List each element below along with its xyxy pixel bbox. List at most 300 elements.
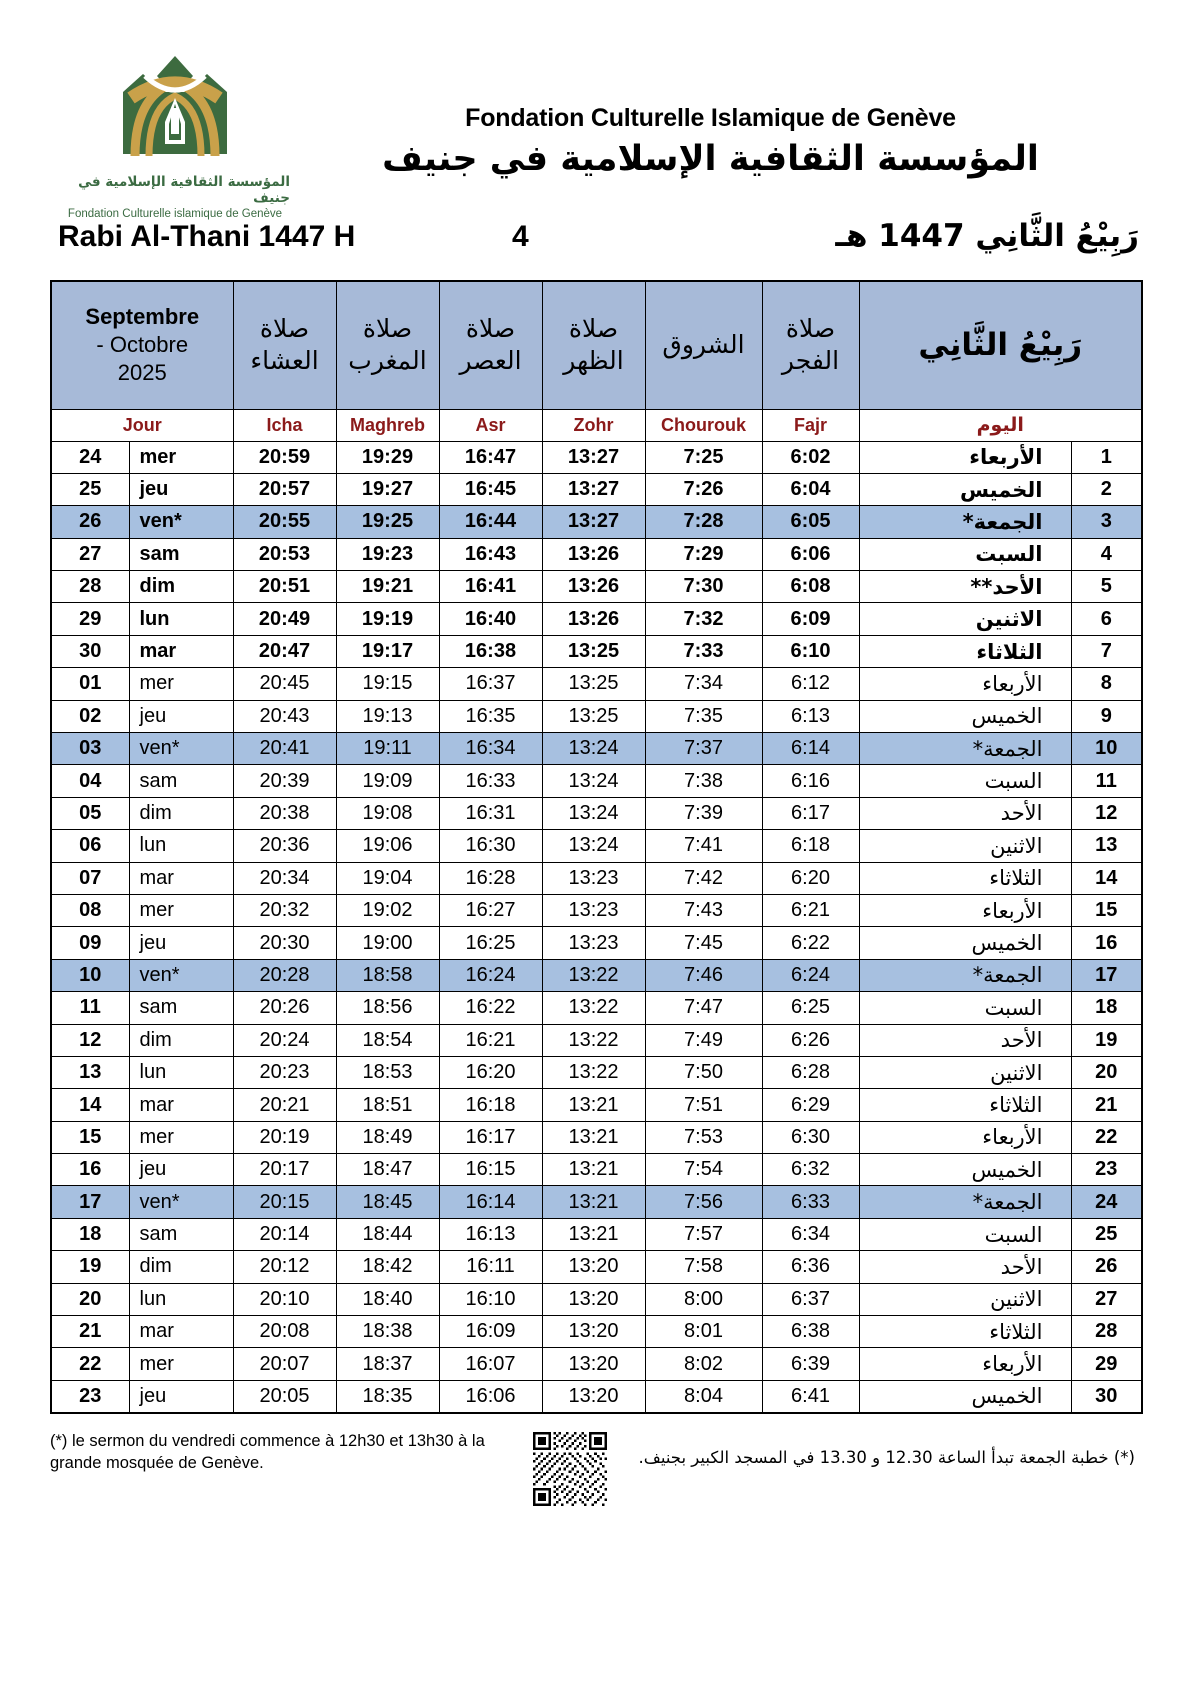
header-asr: Asr: [439, 409, 542, 441]
header-hijri-month-arabic: رَبِيْعُ الثَّانِي: [859, 281, 1142, 409]
cell-chourouk: 8:01: [645, 1316, 762, 1348]
cell-chourouk: 7:35: [645, 700, 762, 732]
cell-hnum: 29: [1071, 1348, 1142, 1380]
cell-icha: 20:12: [233, 1251, 336, 1283]
cell-zohr: 13:24: [542, 733, 645, 765]
cell-asr: 16:09: [439, 1316, 542, 1348]
cell-icha: 20:24: [233, 1024, 336, 1056]
cell-maghreb: 18:49: [336, 1121, 439, 1153]
cell-fajr: 6:33: [762, 1186, 859, 1218]
cell-greg: 18: [51, 1218, 129, 1250]
cell-fajr: 6:25: [762, 992, 859, 1024]
cell-fajr: 6:18: [762, 830, 859, 862]
cell-maghreb: 19:00: [336, 927, 439, 959]
cell-chourouk: 7:49: [645, 1024, 762, 1056]
logo-caption-french: Fondation Culturelle islamique de Genève: [67, 208, 283, 220]
header-icha: Icha: [233, 409, 336, 441]
header-icha-arabic: صلاة العشاء: [233, 281, 336, 409]
cell-asr: 16:31: [439, 797, 542, 829]
cell-maghreb: 19:25: [336, 506, 439, 538]
cell-jour: mar: [129, 635, 233, 667]
cell-icha: 20:51: [233, 571, 336, 603]
header-year: 2025: [117, 360, 167, 386]
cell-jour: sam: [129, 538, 233, 570]
cell-hnum: 28: [1071, 1316, 1142, 1348]
cell-jour: jeu: [129, 473, 233, 505]
cell-ar_day: الأحد: [859, 1024, 1071, 1056]
cell-hnum: 7: [1071, 635, 1142, 667]
cell-hnum: 23: [1071, 1154, 1142, 1186]
cell-icha: 20:55: [233, 506, 336, 538]
cell-zohr: 13:23: [542, 927, 645, 959]
cell-maghreb: 18:47: [336, 1154, 439, 1186]
cell-zohr: 13:20: [542, 1283, 645, 1315]
cell-maghreb: 19:23: [336, 538, 439, 570]
table-row: [51, 1056, 1142, 1088]
cell-zohr: 13:25: [542, 668, 645, 700]
cell-hnum: 19: [1071, 1024, 1142, 1056]
cell-hnum: 26: [1071, 1251, 1142, 1283]
title-block: [290, 52, 1131, 179]
cell-fajr: 6:02: [762, 441, 859, 473]
cell-greg: 01: [51, 668, 129, 700]
table-row: [51, 733, 1142, 765]
cell-chourouk: 7:41: [645, 830, 762, 862]
cell-chourouk: 7:32: [645, 603, 762, 635]
table-row: [51, 506, 1142, 538]
cell-ar_day: الأحد: [859, 797, 1071, 829]
cell-ar_day: الجمعة*: [859, 959, 1071, 991]
cell-chourouk: 7:34: [645, 668, 762, 700]
cell-asr: 16:17: [439, 1121, 542, 1153]
qr-code-wrapper: [520, 1430, 620, 1506]
cell-jour: jeu: [129, 927, 233, 959]
cell-zohr: 13:20: [542, 1380, 645, 1412]
cell-fajr: 6:29: [762, 1089, 859, 1121]
cell-asr: 16:47: [439, 441, 542, 473]
cell-jour: mar: [129, 1089, 233, 1121]
cell-maghreb: 18:42: [336, 1251, 439, 1283]
cell-icha: 20:39: [233, 765, 336, 797]
cell-chourouk: 7:46: [645, 959, 762, 991]
table-row: [51, 797, 1142, 829]
header-maghreb: Maghreb: [336, 409, 439, 441]
cell-greg: 19: [51, 1251, 129, 1283]
cell-jour: ven*: [129, 506, 233, 538]
hijri-month-arabic: رَبِيْعُ الثَّانِي 1447 هـ: [835, 218, 1139, 254]
cell-maghreb: 18:35: [336, 1380, 439, 1412]
header-month-october: - Octobre: [96, 332, 189, 358]
cell-asr: 16:38: [439, 635, 542, 667]
table-row: [51, 830, 1142, 862]
cell-asr: 16:35: [439, 700, 542, 732]
cell-maghreb: 18:54: [336, 1024, 439, 1056]
cell-zohr: 13:22: [542, 992, 645, 1024]
cell-greg: 09: [51, 927, 129, 959]
cell-jour: mer: [129, 668, 233, 700]
cell-maghreb: 18:37: [336, 1348, 439, 1380]
cell-fajr: 6:08: [762, 571, 859, 603]
cell-ar_day: الخميس: [859, 473, 1071, 505]
cell-icha: 20:53: [233, 538, 336, 570]
cell-maghreb: 19:02: [336, 894, 439, 926]
cell-asr: 16:10: [439, 1283, 542, 1315]
cell-fajr: 6:37: [762, 1283, 859, 1315]
cell-icha: 20:43: [233, 700, 336, 732]
cell-zohr: 13:26: [542, 571, 645, 603]
cell-asr: 16:34: [439, 733, 542, 765]
cell-chourouk: 7:54: [645, 1154, 762, 1186]
table-row: [51, 927, 1142, 959]
table-row: [51, 1218, 1142, 1250]
cell-chourouk: 7:58: [645, 1251, 762, 1283]
cell-zohr: 13:26: [542, 603, 645, 635]
cell-maghreb: 19:04: [336, 862, 439, 894]
cell-maghreb: 19:09: [336, 765, 439, 797]
cell-asr: 16:11: [439, 1251, 542, 1283]
table-row: [51, 1348, 1142, 1380]
cell-jour: lun: [129, 1056, 233, 1088]
cell-fajr: 6:30: [762, 1121, 859, 1153]
cell-jour: sam: [129, 1218, 233, 1250]
cell-zohr: 13:24: [542, 797, 645, 829]
cell-maghreb: 19:11: [336, 733, 439, 765]
cell-hnum: 22: [1071, 1121, 1142, 1153]
cell-greg: 07: [51, 862, 129, 894]
cell-ar_day: الأربعاء: [859, 894, 1071, 926]
cell-icha: 20:59: [233, 441, 336, 473]
cell-zohr: 13:24: [542, 830, 645, 862]
cell-greg: 08: [51, 894, 129, 926]
cell-hnum: 6: [1071, 603, 1142, 635]
cell-fajr: 6:32: [762, 1154, 859, 1186]
cell-hnum: 18: [1071, 992, 1142, 1024]
table-row: [51, 473, 1142, 505]
table-row: [51, 635, 1142, 667]
cell-chourouk: 7:37: [645, 733, 762, 765]
cell-hnum: 3: [1071, 506, 1142, 538]
cell-hnum: 20: [1071, 1056, 1142, 1088]
cell-icha: 20:28: [233, 959, 336, 991]
cell-zohr: 13:20: [542, 1348, 645, 1380]
cell-hnum: 4: [1071, 538, 1142, 570]
cell-hnum: 16: [1071, 927, 1142, 959]
cell-fajr: 6:09: [762, 603, 859, 635]
cell-fajr: 6:21: [762, 894, 859, 926]
cell-greg: 03: [51, 733, 129, 765]
header-zohr: Zohr: [542, 409, 645, 441]
cell-hnum: 14: [1071, 862, 1142, 894]
cell-maghreb: 19:17: [336, 635, 439, 667]
cell-chourouk: 7:28: [645, 506, 762, 538]
cell-hnum: 2: [1071, 473, 1142, 505]
table-row: [51, 668, 1142, 700]
cell-ar_day: الأربعاء: [859, 1348, 1071, 1380]
cell-greg: 13: [51, 1056, 129, 1088]
cell-greg: 27: [51, 538, 129, 570]
cell-jour: dim: [129, 1024, 233, 1056]
cell-icha: 20:47: [233, 635, 336, 667]
cell-jour: mar: [129, 1316, 233, 1348]
table-row: [51, 1024, 1142, 1056]
cell-jour: mer: [129, 1121, 233, 1153]
table-body: [51, 441, 1142, 1413]
cell-greg: 02: [51, 700, 129, 732]
organization-title-french: Fondation Culturelle Islamique de Genève: [465, 104, 956, 132]
cell-maghreb: 18:56: [336, 992, 439, 1024]
cell-hnum: 9: [1071, 700, 1142, 732]
cell-asr: 16:40: [439, 603, 542, 635]
prayer-table-container: [0, 280, 1191, 1414]
cell-icha: 20:49: [233, 603, 336, 635]
cell-jour: ven*: [129, 733, 233, 765]
cell-greg: 21: [51, 1316, 129, 1348]
cell-asr: 16:22: [439, 992, 542, 1024]
table-row: [51, 603, 1142, 635]
cell-ar_day: الأحد: [859, 1251, 1071, 1283]
cell-chourouk: 7:42: [645, 862, 762, 894]
cell-icha: 20:15: [233, 1186, 336, 1218]
cell-asr: 16:24: [439, 959, 542, 991]
cell-chourouk: 7:45: [645, 927, 762, 959]
cell-zohr: 13:22: [542, 959, 645, 991]
footnote-arabic: (*) خطبة الجمعة تبدأ الساعة 12.30 و 13.30 في المسجد الكبير بجنيف.: [638, 1447, 1135, 1467]
cell-icha: 20:17: [233, 1154, 336, 1186]
cell-greg: 16: [51, 1154, 129, 1186]
cell-greg: 20: [51, 1283, 129, 1315]
header-month-september: Septembre: [85, 304, 200, 330]
cell-jour: mer: [129, 441, 233, 473]
cell-fajr: 6:22: [762, 927, 859, 959]
cell-ar_day: الثلاثاء: [859, 635, 1071, 667]
cell-fajr: 6:06: [762, 538, 859, 570]
cell-greg: 25: [51, 473, 129, 505]
cell-zohr: 13:23: [542, 894, 645, 926]
organization-logo: [60, 52, 290, 220]
page-header: [0, 0, 1191, 220]
cell-ar_day: السبت: [859, 992, 1071, 1024]
cell-asr: 16:44: [439, 506, 542, 538]
table-row: [51, 1154, 1142, 1186]
cell-ar_day: السبت: [859, 1218, 1071, 1250]
cell-ar_day: الثلاثاء: [859, 1316, 1071, 1348]
cell-asr: 16:20: [439, 1056, 542, 1088]
cell-hnum: 27: [1071, 1283, 1142, 1315]
cell-chourouk: 8:02: [645, 1348, 762, 1380]
qr-code-icon[interactable]: [533, 1432, 607, 1506]
table-row: [51, 959, 1142, 991]
header-maghreb-arabic: صلاة المغرب: [336, 281, 439, 409]
cell-hnum: 30: [1071, 1380, 1142, 1412]
cell-icha: 20:05: [233, 1380, 336, 1412]
cell-greg: 15: [51, 1121, 129, 1153]
cell-ar_day: الجمعة*: [859, 733, 1071, 765]
cell-ar_day: السبت: [859, 765, 1071, 797]
cell-jour: jeu: [129, 1380, 233, 1412]
header-fajr: Fajr: [762, 409, 859, 441]
cell-chourouk: 7:56: [645, 1186, 762, 1218]
cell-zohr: 13:27: [542, 506, 645, 538]
cell-zohr: 13:21: [542, 1186, 645, 1218]
cell-greg: 24: [51, 441, 129, 473]
cell-chourouk: 7:43: [645, 894, 762, 926]
cell-maghreb: 18:51: [336, 1089, 439, 1121]
cell-ar_day: الأربعاء: [859, 1121, 1071, 1153]
cell-chourouk: 7:25: [645, 441, 762, 473]
cell-maghreb: 18:58: [336, 959, 439, 991]
header-chourouk-arabic: الشروق: [645, 281, 762, 409]
cell-greg: 22: [51, 1348, 129, 1380]
page-footer: [0, 1414, 1191, 1506]
cell-asr: 16:15: [439, 1154, 542, 1186]
cell-chourouk: 7:39: [645, 797, 762, 829]
cell-asr: 16:37: [439, 668, 542, 700]
logo-caption-arabic: المؤسسة الثقافية الإسلامية في جنيف: [78, 174, 290, 206]
cell-fajr: 6:36: [762, 1251, 859, 1283]
cell-hnum: 12: [1071, 797, 1142, 829]
cell-greg: 05: [51, 797, 129, 829]
cell-chourouk: 8:00: [645, 1283, 762, 1315]
cell-jour: mer: [129, 1348, 233, 1380]
cell-fajr: 6:41: [762, 1380, 859, 1412]
cell-icha: 20:10: [233, 1283, 336, 1315]
header-zohr-arabic: صلاة الظهر: [542, 281, 645, 409]
cell-zohr: 13:22: [542, 1024, 645, 1056]
cell-icha: 20:38: [233, 797, 336, 829]
cell-maghreb: 19:29: [336, 441, 439, 473]
cell-fajr: 6:34: [762, 1218, 859, 1250]
cell-fajr: 6:10: [762, 635, 859, 667]
cell-chourouk: 7:29: [645, 538, 762, 570]
cell-chourouk: 7:47: [645, 992, 762, 1024]
cell-greg: 14: [51, 1089, 129, 1121]
cell-ar_day: الجمعة*: [859, 1186, 1071, 1218]
cell-hnum: 15: [1071, 894, 1142, 926]
table-row: [51, 862, 1142, 894]
cell-fajr: 6:38: [762, 1316, 859, 1348]
cell-jour: ven*: [129, 1186, 233, 1218]
cell-icha: 20:07: [233, 1348, 336, 1380]
cell-greg: 30: [51, 635, 129, 667]
cell-fajr: 6:17: [762, 797, 859, 829]
cell-maghreb: 18:44: [336, 1218, 439, 1250]
cell-icha: 20:32: [233, 894, 336, 926]
cell-asr: 16:43: [439, 538, 542, 570]
cell-fajr: 6:28: [762, 1056, 859, 1088]
cell-jour: lun: [129, 1283, 233, 1315]
cell-ar_day: الثلاثاء: [859, 1089, 1071, 1121]
cell-chourouk: 7:30: [645, 571, 762, 603]
cell-jour: lun: [129, 603, 233, 635]
table-row: [51, 700, 1142, 732]
table-row: [51, 571, 1142, 603]
cell-zohr: 13:22: [542, 1056, 645, 1088]
cell-greg: 17: [51, 1186, 129, 1218]
cell-icha: 20:23: [233, 1056, 336, 1088]
cell-ar_day: الخميس: [859, 927, 1071, 959]
cell-asr: 16:27: [439, 894, 542, 926]
cell-hnum: 1: [1071, 441, 1142, 473]
cell-maghreb: 19:13: [336, 700, 439, 732]
cell-greg: 04: [51, 765, 129, 797]
cell-fajr: 6:12: [762, 668, 859, 700]
cell-hnum: 11: [1071, 765, 1142, 797]
table-header-main-row: [51, 281, 1142, 409]
cell-chourouk: 7:33: [645, 635, 762, 667]
cell-jour: lun: [129, 830, 233, 862]
cell-greg: 10: [51, 959, 129, 991]
hijri-month-number: 4: [511, 220, 529, 253]
cell-maghreb: 18:45: [336, 1186, 439, 1218]
cell-icha: 20:19: [233, 1121, 336, 1153]
cell-ar_day: السبت: [859, 538, 1071, 570]
cell-greg: 11: [51, 992, 129, 1024]
cell-asr: 16:30: [439, 830, 542, 862]
cell-asr: 16:25: [439, 927, 542, 959]
cell-chourouk: 7:50: [645, 1056, 762, 1088]
cell-zohr: 13:21: [542, 1218, 645, 1250]
header-chourouk: Chourouk: [645, 409, 762, 441]
cell-ar_day: الجمعة*: [859, 506, 1071, 538]
cell-asr: 16:45: [439, 473, 542, 505]
header-fajr-arabic: صلاة الفجر: [762, 281, 859, 409]
table-row: [51, 765, 1142, 797]
cell-asr: 16:13: [439, 1218, 542, 1250]
cell-chourouk: 7:38: [645, 765, 762, 797]
cell-jour: jeu: [129, 1154, 233, 1186]
cell-fajr: 6:14: [762, 733, 859, 765]
cell-asr: 16:06: [439, 1380, 542, 1412]
cell-asr: 16:14: [439, 1186, 542, 1218]
cell-ar_day: الخميس: [859, 1154, 1071, 1186]
cell-fajr: 6:04: [762, 473, 859, 505]
cell-fajr: 6:39: [762, 1348, 859, 1380]
cell-hnum: 24: [1071, 1186, 1142, 1218]
cell-maghreb: 18:40: [336, 1283, 439, 1315]
cell-ar_day: الخميس: [859, 700, 1071, 732]
cell-greg: 23: [51, 1380, 129, 1412]
header-asr-arabic: صلاة العصر: [439, 281, 542, 409]
cell-maghreb: 19:08: [336, 797, 439, 829]
cell-ar_day: الاثنين: [859, 603, 1071, 635]
cell-icha: 20:14: [233, 1218, 336, 1250]
table-row: [51, 1380, 1142, 1412]
table-row: [51, 992, 1142, 1024]
cell-ar_day: الأربعاء: [859, 668, 1071, 700]
cell-jour: mer: [129, 894, 233, 926]
cell-fajr: 6:20: [762, 862, 859, 894]
cell-icha: 20:30: [233, 927, 336, 959]
hijri-month-latin: Rabi Al-Thani 1447 H: [58, 220, 356, 253]
cell-maghreb: 19:19: [336, 603, 439, 635]
cell-asr: 16:18: [439, 1089, 542, 1121]
cell-maghreb: 19:15: [336, 668, 439, 700]
table-row: [51, 1316, 1142, 1348]
cell-fajr: 6:16: [762, 765, 859, 797]
cell-icha: 20:34: [233, 862, 336, 894]
cell-chourouk: 7:57: [645, 1218, 762, 1250]
cell-fajr: 6:24: [762, 959, 859, 991]
cell-ar_day: الاثنين: [859, 830, 1071, 862]
cell-jour: sam: [129, 992, 233, 1024]
cell-chourouk: 7:51: [645, 1089, 762, 1121]
table-header-sub-row: [51, 409, 1142, 441]
table-row: [51, 1121, 1142, 1153]
cell-jour: ven*: [129, 959, 233, 991]
cell-hnum: 25: [1071, 1218, 1142, 1250]
cell-hnum: 13: [1071, 830, 1142, 862]
cell-ar_day: الأحد**: [859, 571, 1071, 603]
